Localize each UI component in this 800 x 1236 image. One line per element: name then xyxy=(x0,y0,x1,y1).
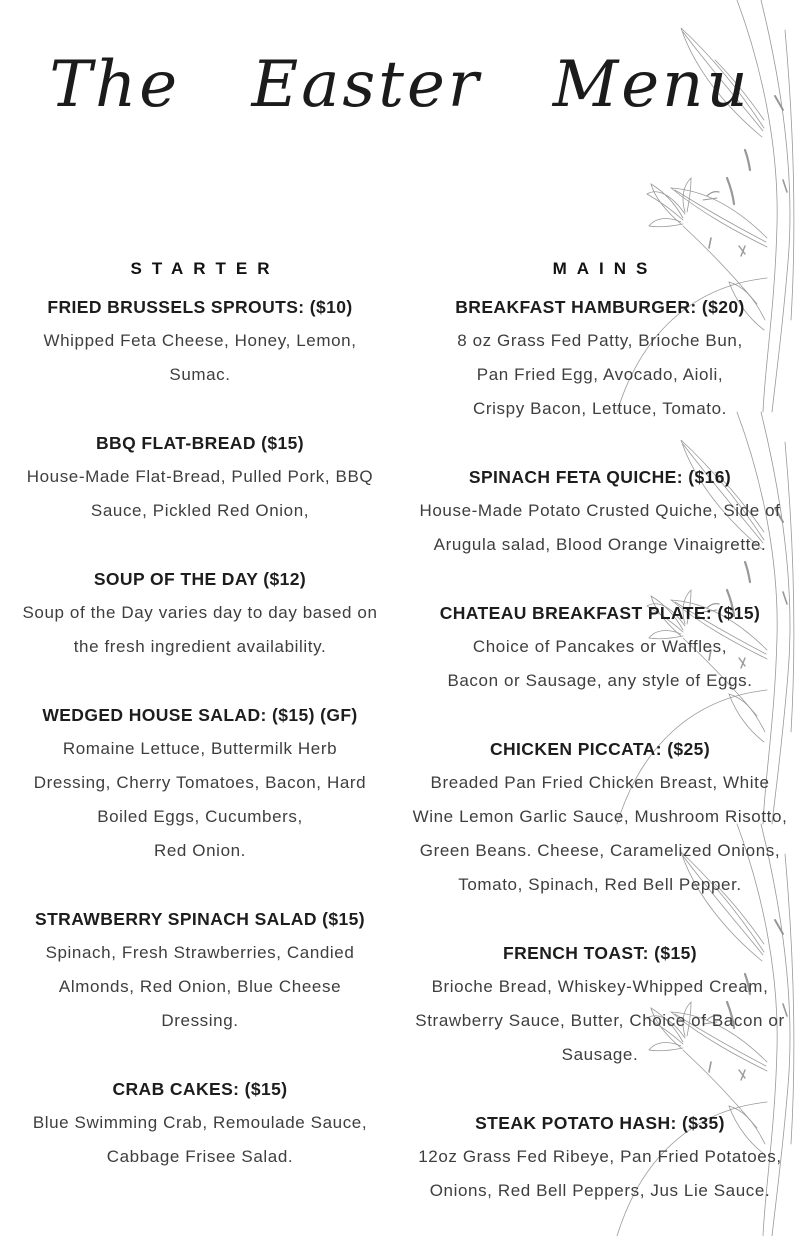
menu-item xyxy=(400,936,800,1072)
page-title: The Easter Menu xyxy=(49,48,751,122)
item-name: CRAB CAKES: ($15) xyxy=(112,1079,288,1099)
item-description-line: Soup of the Day varies day to day based on xyxy=(22,603,378,622)
column-header-mains: MAINS xyxy=(552,259,658,278)
mains-items xyxy=(400,290,800,1208)
item-name: BBQ FLAT-BREAD ($15) xyxy=(96,433,304,453)
item-description-line: Blue Swimming Crab, Remoulade Sauce, xyxy=(32,1113,368,1132)
starter-items xyxy=(0,290,400,1174)
item-description-line: Strawberry Sauce, Butter, Choice of Bacon or xyxy=(415,1011,785,1030)
menu-item xyxy=(400,596,800,698)
item-name: SPINACH FETA QUICHE: ($16) xyxy=(468,467,732,487)
item-description-line: Breaded Pan Fried Chicken Breast, White xyxy=(430,773,770,792)
menu-item xyxy=(0,562,400,664)
item-name: STRAWBERRY SPINACH SALAD ($15) xyxy=(35,909,365,929)
item-name: FRIED BRUSSELS SPROUTS: ($10) xyxy=(47,297,353,317)
menu-item xyxy=(400,732,800,902)
item-description-line: Sumac. xyxy=(169,365,231,384)
item-name: FRENCH TOAST: ($15) xyxy=(503,943,697,963)
item-description-line: Choice of Pancakes or Waffles, xyxy=(472,637,728,656)
item-description-line: Dressing, Cherry Tomatoes, Bacon, Hard xyxy=(33,773,367,792)
item-description-line: Spinach, Fresh Strawberries, Candied xyxy=(45,943,355,962)
menu-item xyxy=(0,1072,400,1174)
item-description-line: the fresh ingredient availability. xyxy=(73,637,327,656)
menu-item xyxy=(0,290,400,392)
item-description-line: House-Made Flat-Bread, Pulled Pork, BBQ xyxy=(26,467,374,486)
item-description-line: Whipped Feta Cheese, Honey, Lemon, xyxy=(43,331,357,350)
item-description-line: 12oz Grass Fed Ribeye, Pan Fried Potatoes, xyxy=(418,1147,782,1166)
item-name: BREAKFAST HAMBURGER: ($20) xyxy=(455,297,745,317)
menu-column-starter xyxy=(0,252,400,1236)
menu-columns xyxy=(0,252,800,1236)
item-description-line: Pan Fried Egg, Avocado, Aioli, xyxy=(476,365,724,384)
item-description-line: Sausage. xyxy=(561,1045,639,1064)
item-description-line: Onions, Red Bell Peppers, Jus Lie Sauce. xyxy=(429,1181,771,1200)
item-description-line: Wine Lemon Garlic Sauce, Mushroom Risotto, xyxy=(412,807,788,826)
item-description-line: Almonds, Red Onion, Blue Cheese xyxy=(58,977,342,996)
menu-item xyxy=(400,460,800,562)
item-description-line: Sauce, Pickled Red Onion, xyxy=(90,501,310,520)
item-name: STEAK POTATO HASH: ($35) xyxy=(475,1113,725,1133)
item-description-line: Romaine Lettuce, Buttermilk Herb xyxy=(62,739,338,758)
item-description-line: 8 oz Grass Fed Patty, Brioche Bun, xyxy=(457,331,743,350)
menu-item xyxy=(400,290,800,426)
item-description-line: Crispy Bacon, Lettuce, Tomato. xyxy=(473,399,727,418)
item-name: SOUP OF THE DAY ($12) xyxy=(93,569,307,589)
menu-item xyxy=(0,698,400,868)
item-name: WEDGED HOUSE SALAD: ($15) (GF) xyxy=(42,705,358,725)
item-description-line: Dressing. xyxy=(161,1011,239,1030)
item-description-line: Arugula salad, Blood Orange Vinaigrette. xyxy=(433,535,767,554)
item-name: CHATEAU BREAKFAST PLATE: ($15) xyxy=(439,603,761,623)
item-description-line: Brioche Bread, Whiskey-Whipped Cream, xyxy=(431,977,769,996)
menu-item xyxy=(0,902,400,1038)
item-description-line: Cabbage Frisee Salad. xyxy=(106,1147,294,1166)
item-description-line: Tomato, Spinach, Red Bell Pepper. xyxy=(458,875,742,894)
item-description-line: Bacon or Sausage, any style of Eggs. xyxy=(447,671,753,690)
item-name: CHICKEN PICCATA: ($25) xyxy=(489,739,711,759)
item-description-line: Boiled Eggs, Cucumbers, xyxy=(97,807,303,826)
item-description-line: House-Made Potato Crusted Quiche, Side of xyxy=(419,501,781,520)
menu-item xyxy=(0,426,400,528)
item-description-line: Red Onion. xyxy=(154,841,246,860)
item-description-line: Green Beans. Cheese, Caramelized Onions, xyxy=(419,841,781,860)
column-header-starter: STARTER xyxy=(130,259,280,278)
menu-item xyxy=(400,1106,800,1208)
menu-column-mains xyxy=(400,252,800,1236)
